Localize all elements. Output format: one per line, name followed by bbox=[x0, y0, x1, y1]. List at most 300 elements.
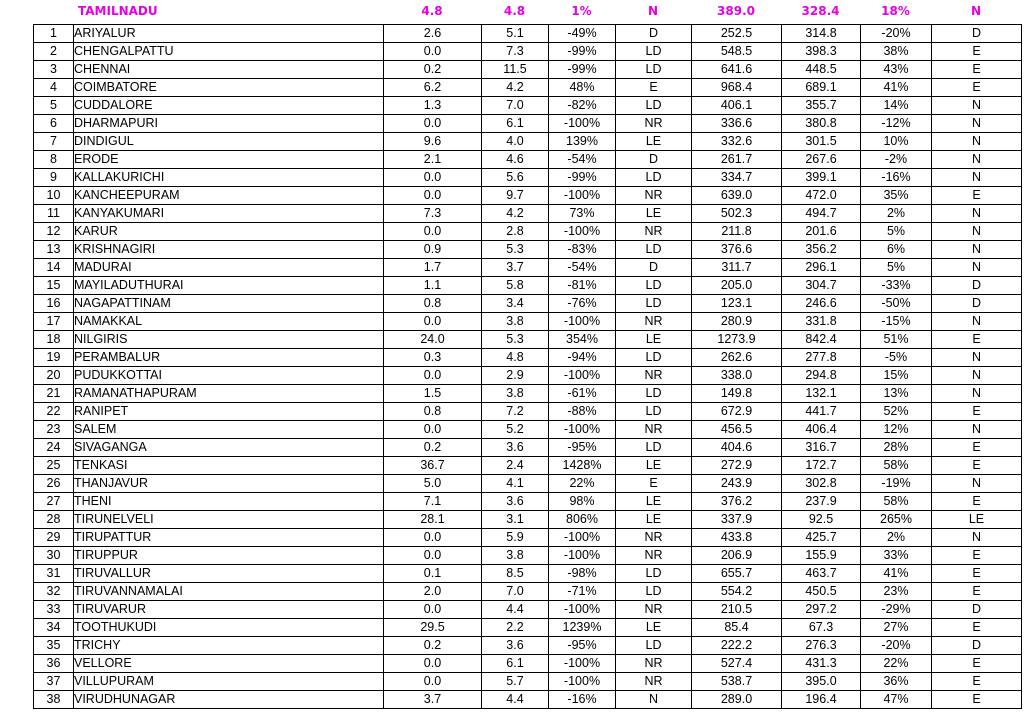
cumulative-departure: -29% bbox=[861, 601, 932, 619]
category: E bbox=[616, 79, 692, 97]
cumulative-actual: 206.9 bbox=[692, 547, 782, 565]
actual-rainfall: 36.7 bbox=[384, 457, 482, 475]
district-name: RAMANATHAPURAM bbox=[74, 385, 384, 403]
cumulative-departure: -16% bbox=[861, 169, 932, 187]
district-name: TIRUPATTUR bbox=[74, 529, 384, 547]
departure: -100% bbox=[549, 601, 616, 619]
cumulative-departure: -19% bbox=[861, 475, 932, 493]
cumulative-departure: 28% bbox=[861, 439, 932, 457]
cumulative-actual: 280.9 bbox=[692, 313, 782, 331]
state-summary-row bbox=[0, 0, 1024, 24]
district-name: KARUR bbox=[74, 223, 384, 241]
district-name: KANYAKUMARI bbox=[74, 205, 384, 223]
cumulative-normal: 463.7 bbox=[782, 565, 861, 583]
category: LE bbox=[616, 511, 692, 529]
cumulative-departure: 38% bbox=[861, 43, 932, 61]
departure: 1239% bbox=[549, 619, 616, 637]
cumulative-normal: 296.1 bbox=[782, 259, 861, 277]
cumulative-category: E bbox=[932, 43, 1022, 61]
category: NR bbox=[616, 547, 692, 565]
cumulative-normal: 494.7 bbox=[782, 205, 861, 223]
cumulative-departure: 58% bbox=[861, 457, 932, 475]
actual-rainfall: 0.9 bbox=[384, 241, 482, 259]
row-number: 20 bbox=[34, 367, 74, 385]
cumulative-departure: 47% bbox=[861, 691, 932, 709]
cumulative-actual: 149.8 bbox=[692, 385, 782, 403]
cumulative-departure: 22% bbox=[861, 655, 932, 673]
row-number: 31 bbox=[34, 565, 74, 583]
district-name: THANJAVUR bbox=[74, 475, 384, 493]
category: NR bbox=[616, 187, 692, 205]
actual-rainfall: 5.0 bbox=[384, 475, 482, 493]
category: LD bbox=[616, 97, 692, 115]
row-number: 10 bbox=[34, 187, 74, 205]
table-row bbox=[34, 565, 1022, 583]
table-row bbox=[34, 187, 1022, 205]
cumulative-departure: -33% bbox=[861, 277, 932, 295]
district-name: TENKASI bbox=[74, 457, 384, 475]
cumulative-normal: 294.8 bbox=[782, 367, 861, 385]
row-number: 27 bbox=[34, 493, 74, 511]
normal-rainfall: 3.6 bbox=[482, 439, 549, 457]
cumulative-departure: 52% bbox=[861, 403, 932, 421]
cumulative-category: N bbox=[932, 367, 1022, 385]
district-name: KANCHEEPURAM bbox=[74, 187, 384, 205]
cumulative-departure: 2% bbox=[861, 205, 932, 223]
row-number: 16 bbox=[34, 295, 74, 313]
row-number: 37 bbox=[34, 673, 74, 691]
cumulative-normal: 399.1 bbox=[782, 169, 861, 187]
departure: -100% bbox=[549, 313, 616, 331]
cumulative-actual: 332.6 bbox=[692, 133, 782, 151]
normal-rainfall: 5.9 bbox=[482, 529, 549, 547]
normal-rainfall: 5.8 bbox=[482, 277, 549, 295]
normal-rainfall: 3.7 bbox=[482, 259, 549, 277]
row-number: 24 bbox=[34, 439, 74, 457]
district-name: TIRUVARUR bbox=[74, 601, 384, 619]
cumulative-category: N bbox=[932, 169, 1022, 187]
row-number: 18 bbox=[34, 331, 74, 349]
cumulative-normal: 448.5 bbox=[782, 61, 861, 79]
cumulative-actual: 334.7 bbox=[692, 169, 782, 187]
cumulative-departure: 43% bbox=[861, 61, 932, 79]
cumulative-actual: 262.6 bbox=[692, 349, 782, 367]
cumulative-actual: 205.0 bbox=[692, 277, 782, 295]
cumulative-normal: 398.3 bbox=[782, 43, 861, 61]
category: N bbox=[616, 691, 692, 709]
actual-rainfall: 0.3 bbox=[384, 349, 482, 367]
actual-rainfall: 0.0 bbox=[384, 367, 482, 385]
row-number: 38 bbox=[34, 691, 74, 709]
actual-rainfall: 7.1 bbox=[384, 493, 482, 511]
departure: -49% bbox=[549, 25, 616, 43]
category: NR bbox=[616, 115, 692, 133]
cumulative-category: E bbox=[932, 673, 1022, 691]
cumulative-departure: 2% bbox=[861, 529, 932, 547]
departure: -83% bbox=[549, 241, 616, 259]
normal-rainfall: 5.6 bbox=[482, 169, 549, 187]
cumulative-category: N bbox=[932, 385, 1022, 403]
category: LE bbox=[616, 493, 692, 511]
departure: -99% bbox=[549, 43, 616, 61]
category: LD bbox=[616, 439, 692, 457]
cumulative-normal: 132.1 bbox=[782, 385, 861, 403]
category: LD bbox=[616, 277, 692, 295]
category: NR bbox=[616, 601, 692, 619]
table-row bbox=[34, 583, 1022, 601]
row-number: 36 bbox=[34, 655, 74, 673]
category: LD bbox=[616, 349, 692, 367]
cumulative-category: E bbox=[932, 655, 1022, 673]
normal-rainfall: 3.8 bbox=[482, 313, 549, 331]
cumulative-category: N bbox=[932, 259, 1022, 277]
actual-rainfall: 0.0 bbox=[384, 115, 482, 133]
normal-rainfall: 4.6 bbox=[482, 151, 549, 169]
cumulative-normal: 277.8 bbox=[782, 349, 861, 367]
state-cum-departure: 18% bbox=[881, 4, 910, 18]
normal-rainfall: 5.2 bbox=[482, 421, 549, 439]
category: NR bbox=[616, 529, 692, 547]
table-row bbox=[34, 421, 1022, 439]
cumulative-category: E bbox=[932, 691, 1022, 709]
cumulative-category: N bbox=[932, 475, 1022, 493]
actual-rainfall: 0.0 bbox=[384, 421, 482, 439]
category: LE bbox=[616, 331, 692, 349]
normal-rainfall: 4.4 bbox=[482, 601, 549, 619]
category: D bbox=[616, 259, 692, 277]
normal-rainfall: 2.4 bbox=[482, 457, 549, 475]
actual-rainfall: 0.2 bbox=[384, 439, 482, 457]
district-name: RANIPET bbox=[74, 403, 384, 421]
district-name: TIRUVANNAMALAI bbox=[74, 583, 384, 601]
district-name: VILLUPURAM bbox=[74, 673, 384, 691]
cumulative-category: D bbox=[932, 601, 1022, 619]
cumulative-departure: 41% bbox=[861, 565, 932, 583]
actual-rainfall: 0.0 bbox=[384, 169, 482, 187]
table-row bbox=[34, 547, 1022, 565]
normal-rainfall: 6.1 bbox=[482, 655, 549, 673]
cumulative-normal: 67.3 bbox=[782, 619, 861, 637]
normal-rainfall: 4.4 bbox=[482, 691, 549, 709]
row-number: 11 bbox=[34, 205, 74, 223]
cumulative-category: E bbox=[932, 493, 1022, 511]
category: NR bbox=[616, 655, 692, 673]
normal-rainfall: 5.3 bbox=[482, 331, 549, 349]
cumulative-departure: 5% bbox=[861, 223, 932, 241]
cumulative-category: N bbox=[932, 205, 1022, 223]
row-number: 30 bbox=[34, 547, 74, 565]
cumulative-actual: 376.6 bbox=[692, 241, 782, 259]
cumulative-actual: 404.6 bbox=[692, 439, 782, 457]
cumulative-actual: 336.6 bbox=[692, 115, 782, 133]
cumulative-category: E bbox=[932, 439, 1022, 457]
cumulative-actual: 641.6 bbox=[692, 61, 782, 79]
row-number: 25 bbox=[34, 457, 74, 475]
departure: -100% bbox=[549, 655, 616, 673]
district-name: TRICHY bbox=[74, 637, 384, 655]
table-row bbox=[34, 403, 1022, 421]
row-number: 3 bbox=[34, 61, 74, 79]
table-row bbox=[34, 115, 1022, 133]
table-row bbox=[34, 43, 1022, 61]
cumulative-departure: 12% bbox=[861, 421, 932, 439]
category: E bbox=[616, 475, 692, 493]
category: LD bbox=[616, 583, 692, 601]
departure: 1428% bbox=[549, 457, 616, 475]
cumulative-normal: 450.5 bbox=[782, 583, 861, 601]
district-name: VELLORE bbox=[74, 655, 384, 673]
actual-rainfall: 0.0 bbox=[384, 313, 482, 331]
cumulative-category: E bbox=[932, 619, 1022, 637]
cumulative-departure: 265% bbox=[861, 511, 932, 529]
district-name: SALEM bbox=[74, 421, 384, 439]
cumulative-departure: -15% bbox=[861, 313, 932, 331]
category: LE bbox=[616, 205, 692, 223]
cumulative-category: E bbox=[932, 403, 1022, 421]
table-row bbox=[34, 439, 1022, 457]
departure: -99% bbox=[549, 61, 616, 79]
table-row bbox=[34, 619, 1022, 637]
row-number: 22 bbox=[34, 403, 74, 421]
table-row bbox=[34, 601, 1022, 619]
actual-rainfall: 2.0 bbox=[384, 583, 482, 601]
cumulative-normal: 276.3 bbox=[782, 637, 861, 655]
cumulative-category: E bbox=[932, 331, 1022, 349]
row-number: 35 bbox=[34, 637, 74, 655]
district-name: KALLAKURICHI bbox=[74, 169, 384, 187]
actual-rainfall: 0.0 bbox=[384, 529, 482, 547]
district-name: PERAMBALUR bbox=[74, 349, 384, 367]
table-row bbox=[34, 475, 1022, 493]
departure: -88% bbox=[549, 403, 616, 421]
departure: 806% bbox=[549, 511, 616, 529]
cumulative-actual: 289.0 bbox=[692, 691, 782, 709]
row-number: 28 bbox=[34, 511, 74, 529]
actual-rainfall: 0.8 bbox=[384, 403, 482, 421]
row-number: 17 bbox=[34, 313, 74, 331]
actual-rainfall: 1.5 bbox=[384, 385, 482, 403]
departure: -76% bbox=[549, 295, 616, 313]
normal-rainfall: 3.6 bbox=[482, 493, 549, 511]
row-number: 7 bbox=[34, 133, 74, 151]
cumulative-departure: -2% bbox=[861, 151, 932, 169]
actual-rainfall: 0.0 bbox=[384, 187, 482, 205]
departure: 354% bbox=[549, 331, 616, 349]
departure: -100% bbox=[549, 673, 616, 691]
category: LD bbox=[616, 637, 692, 655]
departure: -100% bbox=[549, 529, 616, 547]
departure: -61% bbox=[549, 385, 616, 403]
cumulative-departure: 6% bbox=[861, 241, 932, 259]
normal-rainfall: 3.8 bbox=[482, 547, 549, 565]
normal-rainfall: 7.3 bbox=[482, 43, 549, 61]
cumulative-normal: 441.7 bbox=[782, 403, 861, 421]
normal-rainfall: 6.1 bbox=[482, 115, 549, 133]
cumulative-departure: 14% bbox=[861, 97, 932, 115]
district-rainfall-table bbox=[33, 24, 1022, 709]
normal-rainfall: 9.7 bbox=[482, 187, 549, 205]
cumulative-actual: 337.9 bbox=[692, 511, 782, 529]
cumulative-departure: 13% bbox=[861, 385, 932, 403]
district-name: DINDIGUL bbox=[74, 133, 384, 151]
cumulative-normal: 92.5 bbox=[782, 511, 861, 529]
cumulative-normal: 297.2 bbox=[782, 601, 861, 619]
normal-rainfall: 4.0 bbox=[482, 133, 549, 151]
cumulative-departure: 10% bbox=[861, 133, 932, 151]
row-number: 1 bbox=[34, 25, 74, 43]
table-row bbox=[34, 349, 1022, 367]
normal-rainfall: 3.6 bbox=[482, 637, 549, 655]
actual-rainfall: 0.2 bbox=[384, 637, 482, 655]
normal-rainfall: 4.2 bbox=[482, 205, 549, 223]
cumulative-normal: 355.7 bbox=[782, 97, 861, 115]
district-name: NAMAKKAL bbox=[74, 313, 384, 331]
row-number: 12 bbox=[34, 223, 74, 241]
cumulative-actual: 502.3 bbox=[692, 205, 782, 223]
row-number: 9 bbox=[34, 169, 74, 187]
cumulative-actual: 433.8 bbox=[692, 529, 782, 547]
district-name: COIMBATORE bbox=[74, 79, 384, 97]
cumulative-normal: 395.0 bbox=[782, 673, 861, 691]
district-name: CHENGALPATTU bbox=[74, 43, 384, 61]
cumulative-category: N bbox=[932, 529, 1022, 547]
cumulative-normal: 406.4 bbox=[782, 421, 861, 439]
row-number: 23 bbox=[34, 421, 74, 439]
actual-rainfall: 9.6 bbox=[384, 133, 482, 151]
table-row bbox=[34, 97, 1022, 115]
table-row bbox=[34, 493, 1022, 511]
cumulative-actual: 554.2 bbox=[692, 583, 782, 601]
category: NR bbox=[616, 223, 692, 241]
normal-rainfall: 3.1 bbox=[482, 511, 549, 529]
cumulative-actual: 639.0 bbox=[692, 187, 782, 205]
departure: 98% bbox=[549, 493, 616, 511]
departure: -82% bbox=[549, 97, 616, 115]
cumulative-actual: 376.2 bbox=[692, 493, 782, 511]
table-row bbox=[34, 637, 1022, 655]
district-name: SIVAGANGA bbox=[74, 439, 384, 457]
category: D bbox=[616, 151, 692, 169]
normal-rainfall: 7.0 bbox=[482, 97, 549, 115]
cumulative-departure: -20% bbox=[861, 25, 932, 43]
cumulative-normal: 302.8 bbox=[782, 475, 861, 493]
normal-rainfall: 5.1 bbox=[482, 25, 549, 43]
cumulative-category: N bbox=[932, 349, 1022, 367]
actual-rainfall: 1.3 bbox=[384, 97, 482, 115]
normal-rainfall: 8.5 bbox=[482, 565, 549, 583]
normal-rainfall: 4.1 bbox=[482, 475, 549, 493]
cumulative-category: E bbox=[932, 547, 1022, 565]
cumulative-normal: 155.9 bbox=[782, 547, 861, 565]
cumulative-normal: 316.7 bbox=[782, 439, 861, 457]
cumulative-category: E bbox=[932, 61, 1022, 79]
actual-rainfall: 3.7 bbox=[384, 691, 482, 709]
cumulative-departure: -50% bbox=[861, 295, 932, 313]
cumulative-category: E bbox=[932, 457, 1022, 475]
actual-rainfall: 0.8 bbox=[384, 295, 482, 313]
cumulative-actual: 456.5 bbox=[692, 421, 782, 439]
state-cum-category: N bbox=[970, 4, 982, 18]
cumulative-actual: 252.5 bbox=[692, 25, 782, 43]
departure: -100% bbox=[549, 115, 616, 133]
district-name: NILGIRIS bbox=[74, 331, 384, 349]
cumulative-normal: 267.6 bbox=[782, 151, 861, 169]
cumulative-normal: 237.9 bbox=[782, 493, 861, 511]
category: LD bbox=[616, 295, 692, 313]
district-name: ERODE bbox=[74, 151, 384, 169]
cumulative-normal: 425.7 bbox=[782, 529, 861, 547]
category: LD bbox=[616, 241, 692, 259]
departure: -95% bbox=[549, 637, 616, 655]
departure: -16% bbox=[549, 691, 616, 709]
cumulative-actual: 548.5 bbox=[692, 43, 782, 61]
departure: 22% bbox=[549, 475, 616, 493]
departure: 48% bbox=[549, 79, 616, 97]
actual-rainfall: 28.1 bbox=[384, 511, 482, 529]
departure: 73% bbox=[549, 205, 616, 223]
normal-rainfall: 2.2 bbox=[482, 619, 549, 637]
district-name: KRISHNAGIRI bbox=[74, 241, 384, 259]
district-name: TIRUNELVELI bbox=[74, 511, 384, 529]
cumulative-actual: 406.1 bbox=[692, 97, 782, 115]
departure: 139% bbox=[549, 133, 616, 151]
actual-rainfall: 0.0 bbox=[384, 601, 482, 619]
district-name: CUDDALORE bbox=[74, 97, 384, 115]
cumulative-actual: 123.1 bbox=[692, 295, 782, 313]
district-name: NAGAPATTINAM bbox=[74, 295, 384, 313]
cumulative-departure: 27% bbox=[861, 619, 932, 637]
state-category: N bbox=[647, 4, 659, 18]
cumulative-normal: 331.8 bbox=[782, 313, 861, 331]
cumulative-category: D bbox=[932, 295, 1022, 313]
cumulative-departure: -12% bbox=[861, 115, 932, 133]
cumulative-normal: 689.1 bbox=[782, 79, 861, 97]
state-actual: 4.8 bbox=[421, 4, 443, 18]
table-row bbox=[34, 259, 1022, 277]
table-row bbox=[34, 25, 1022, 43]
table-row bbox=[34, 529, 1022, 547]
category: LD bbox=[616, 169, 692, 187]
departure: -100% bbox=[549, 187, 616, 205]
district-name: CHENNAI bbox=[74, 61, 384, 79]
district-name: THENI bbox=[74, 493, 384, 511]
row-number: 8 bbox=[34, 151, 74, 169]
table-row bbox=[34, 169, 1022, 187]
actual-rainfall: 0.0 bbox=[384, 223, 482, 241]
cumulative-departure: -20% bbox=[861, 637, 932, 655]
row-number: 5 bbox=[34, 97, 74, 115]
district-name: ARIYALUR bbox=[74, 25, 384, 43]
actual-rainfall: 0.0 bbox=[384, 43, 482, 61]
state-cum-normal: 328.4 bbox=[801, 4, 840, 18]
cumulative-actual: 311.7 bbox=[692, 259, 782, 277]
normal-rainfall: 4.2 bbox=[482, 79, 549, 97]
table-row bbox=[34, 79, 1022, 97]
category: LD bbox=[616, 61, 692, 79]
category: LE bbox=[616, 619, 692, 637]
cumulative-actual: 1273.9 bbox=[692, 331, 782, 349]
cumulative-actual: 272.9 bbox=[692, 457, 782, 475]
row-number: 32 bbox=[34, 583, 74, 601]
cumulative-category: N bbox=[932, 421, 1022, 439]
actual-rainfall: 2.1 bbox=[384, 151, 482, 169]
cumulative-category: N bbox=[932, 133, 1022, 151]
table-row bbox=[34, 295, 1022, 313]
normal-rainfall: 2.9 bbox=[482, 367, 549, 385]
row-number: 29 bbox=[34, 529, 74, 547]
cumulative-departure: 36% bbox=[861, 673, 932, 691]
actual-rainfall: 29.5 bbox=[384, 619, 482, 637]
